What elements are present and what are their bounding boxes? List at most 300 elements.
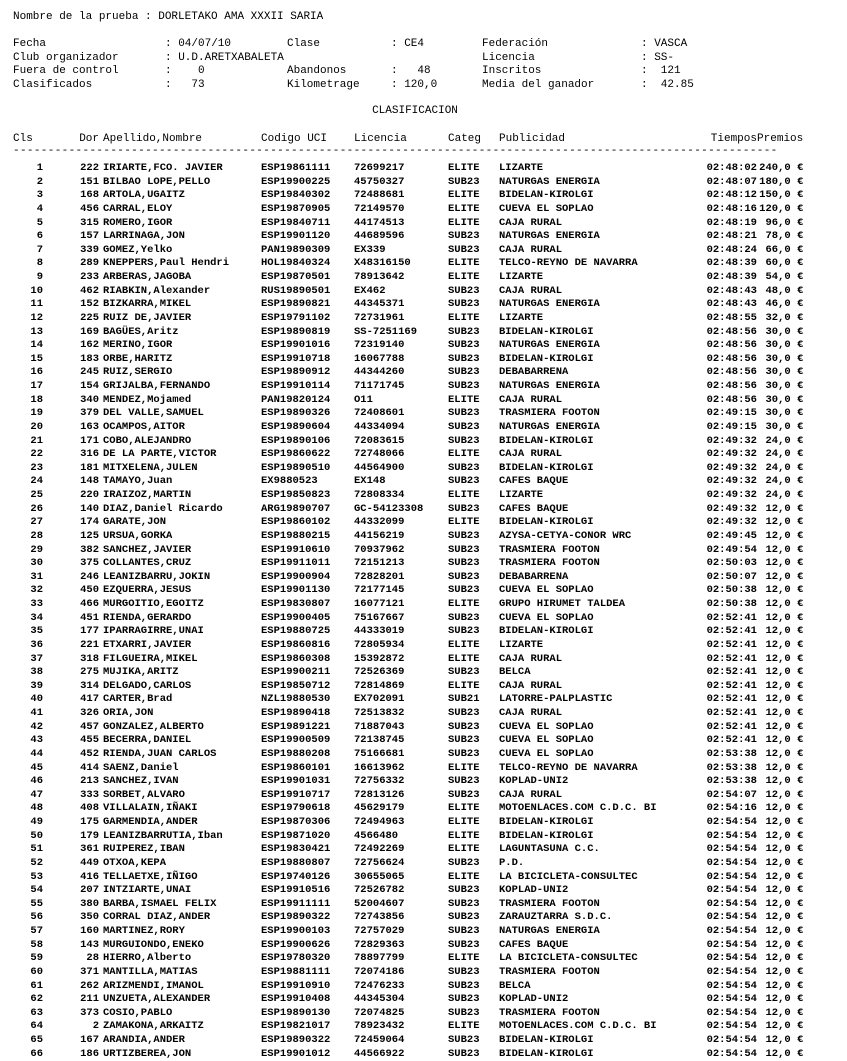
cell-dor: 186 (80, 1047, 99, 1060)
cell-publicidad: CUEVA EL SOPLAO (499, 720, 594, 733)
cell-tiempo: 02:48:12 (706, 189, 757, 202)
cell-cls: 64 (30, 1020, 43, 1033)
cell-name: MUJIKA,ARITZ (103, 666, 179, 679)
cell-dor: 174 (80, 516, 99, 529)
cell-premio: 30,0 € (765, 366, 804, 379)
meta-value: : 42.85 (641, 78, 694, 91)
col-header-tiempos: Tiempos (710, 133, 757, 145)
cell-name: LEANIZBARRU,JOKIN (103, 570, 211, 583)
cell-dor: 179 (80, 829, 99, 842)
cell-cls: 59 (30, 952, 43, 965)
table-row (13, 748, 803, 762)
table-row (13, 366, 803, 380)
cell-premio: 12,0 € (765, 502, 804, 515)
cell-premio: 150,0 € (759, 189, 804, 202)
cell-publicidad: CAFES BAQUE (499, 502, 569, 515)
cell-tiempo: 02:48:19 (706, 216, 757, 229)
cell-uci-code: ESP19911011 (261, 557, 331, 570)
table-row (13, 843, 803, 857)
cell-uci-code: ESP19830807 (261, 598, 331, 610)
cell-cls: 58 (30, 938, 43, 951)
cell-name: MANTILLA,MATIAS (103, 965, 198, 978)
cell-uci-code: ESP19910610 (261, 543, 331, 556)
cell-name: GOMEZ,Yelko (103, 243, 173, 256)
cell-premio: 12,0 € (765, 679, 804, 692)
cell-publicidad: TRASMIERA FOOTON (499, 557, 600, 570)
cell-uci-code: ESP19901120 (261, 230, 331, 243)
cell-premio: 32,0 € (765, 311, 804, 324)
cell-premio: 24,0 € (765, 475, 804, 488)
cell-cls: 3 (36, 189, 43, 202)
cell-tiempo: 02:48:56 (706, 352, 757, 365)
table-row (13, 584, 803, 598)
cell-cls: 43 (30, 734, 43, 747)
cell-categ: SUB23 (448, 979, 480, 992)
cell-dor: 452 (80, 747, 99, 760)
cell-cls: 41 (30, 707, 43, 719)
cell-dor: 143 (80, 938, 99, 951)
cell-publicidad: TELCO-REYNO DE NAVARRA (499, 257, 638, 270)
cell-premio: 12,0 € (765, 925, 804, 937)
table-row (13, 816, 803, 830)
cell-cls: 56 (30, 911, 43, 924)
cell-premio: 12,0 € (765, 816, 804, 828)
cell-categ: ELITE (448, 516, 480, 529)
cell-licencia: 16067788 (354, 352, 405, 365)
cell-premio: 30,0 € (765, 325, 804, 338)
cell-uci-code: NZL19880530 (261, 693, 331, 706)
cell-premio: 12,0 € (765, 938, 804, 951)
cell-premio: 12,0 € (765, 598, 804, 610)
cell-name: IRAIZOZ,MARTIN (103, 489, 192, 501)
cell-publicidad: NATURGAS ENERGIA (499, 230, 600, 243)
cell-uci-code: ESP19870501 (261, 271, 331, 283)
cell-categ: SUB23 (448, 502, 480, 515)
cell-cls: 27 (30, 516, 43, 529)
cell-tiempo: 02:54:54 (706, 1034, 757, 1046)
cell-dor: 162 (80, 339, 99, 352)
cell-uci-code: ESP19890912 (261, 366, 331, 379)
cell-tiempo: 02:52:41 (706, 734, 757, 747)
cell-cls: 24 (30, 475, 43, 488)
cell-dor: 416 (80, 870, 99, 883)
table-row (13, 380, 803, 394)
cell-premio: 12,0 € (765, 911, 804, 924)
cell-cls: 62 (30, 993, 43, 1006)
cell-cls: 63 (30, 1006, 43, 1019)
cell-licencia: 72408601 (354, 407, 405, 420)
cell-tiempo: 02:49:32 (706, 502, 757, 515)
cell-cls: 49 (30, 816, 43, 828)
cell-uci-code: ESP19871020 (261, 829, 331, 842)
cell-premio: 12,0 € (765, 993, 804, 1006)
cell-name: BIZKARRA,MIKEL (103, 298, 192, 311)
cell-licencia: 72083615 (354, 434, 405, 447)
table-row (13, 557, 803, 571)
cell-categ: SUB23 (448, 352, 480, 365)
cell-name: COBO,ALEJANDRO (103, 434, 192, 447)
cell-dor: 181 (80, 461, 99, 474)
cell-tiempo: 02:48:21 (706, 230, 757, 243)
cell-dor: 339 (80, 243, 99, 256)
meta-value: : CE4 (391, 38, 425, 50)
cell-tiempo: 02:50:38 (706, 584, 757, 597)
cell-categ: SUB23 (448, 1006, 480, 1019)
cell-tiempo: 02:52:41 (706, 666, 757, 679)
cell-cls: 11 (30, 298, 43, 311)
cell-cls: 20 (30, 420, 43, 433)
cell-dor: 169 (80, 325, 99, 338)
cell-premio: 48,0 € (765, 284, 804, 297)
cell-publicidad: CUEVA EL SOPLAO (499, 584, 594, 597)
cell-licencia: 72743856 (354, 911, 405, 924)
cell-tiempo: 02:54:54 (706, 952, 757, 965)
cell-licencia: 72494963 (354, 816, 405, 828)
cell-uci-code: ESP19900509 (261, 734, 331, 747)
col-header-licencia: Licencia (354, 133, 407, 145)
cell-tiempo: 02:54:54 (706, 856, 757, 869)
cell-tiempo: 02:54:54 (706, 993, 757, 1006)
col-header-name: Apellido,Nombre (103, 133, 203, 145)
cell-dor: 211 (80, 993, 99, 1006)
cell-name: BARBA,ISMAEL FELIX (103, 897, 217, 910)
cell-uci-code: ESP19910717 (261, 788, 331, 801)
cell-name: LEANIZBARRUTIA,Iban (103, 829, 223, 842)
cell-publicidad: GRUPO HIRUMET TALDEA (499, 598, 626, 610)
table-row (13, 435, 803, 449)
cell-dor: 183 (80, 352, 99, 365)
cell-uci-code: ESP19860101 (261, 761, 331, 774)
cell-publicidad: TRASMIERA FOOTON (499, 543, 600, 556)
table-row (13, 353, 803, 367)
cell-dor: 466 (80, 598, 99, 610)
cell-dor: 152 (80, 298, 99, 311)
cell-uci-code: ESP19860102 (261, 516, 331, 529)
cell-uci-code: HOL19840324 (261, 257, 331, 270)
cell-cls: 32 (30, 584, 43, 597)
cell-name: ROMERO,IGOR (103, 216, 173, 229)
cell-premio: 30,0 € (765, 352, 804, 365)
cell-dor: 373 (80, 1006, 99, 1019)
cell-premio: 78,0 € (765, 230, 804, 243)
cell-premio: 12,0 € (765, 884, 804, 897)
cell-cls: 35 (30, 625, 43, 638)
cell-licencia: 72476233 (354, 979, 405, 992)
cell-premio: 24,0 € (765, 461, 804, 474)
cell-licencia: 72731961 (354, 311, 405, 324)
cell-tiempo: 02:49:32 (706, 461, 757, 474)
cell-premio: 12,0 € (765, 734, 804, 747)
table-row (13, 802, 803, 816)
cell-premio: 120,0 € (759, 202, 804, 215)
cell-tiempo: 02:48:39 (706, 271, 757, 283)
table-row (13, 394, 803, 408)
cell-tiempo: 02:53:38 (706, 775, 757, 788)
cell-cls: 2 (36, 175, 43, 188)
cell-tiempo: 02:54:54 (706, 965, 757, 978)
meta-label: Kilometrage (287, 78, 360, 91)
cell-tiempo: 02:54:54 (706, 1006, 757, 1019)
cell-premio: 24,0 € (765, 434, 804, 447)
cell-dor: 168 (80, 189, 99, 202)
meta-label: Fuera de control (13, 65, 119, 77)
cell-publicidad: CAFES BAQUE (499, 938, 569, 951)
table-row (13, 707, 803, 721)
cell-licencia: 4566480 (354, 829, 399, 842)
cell-categ: SUB23 (448, 298, 480, 311)
meta-row (13, 79, 847, 93)
cell-publicidad: BELCA (499, 666, 531, 679)
meta-value: : U.D.ARETXABALETA (165, 51, 284, 64)
cell-tiempo: 02:54:54 (706, 925, 757, 937)
cell-tiempo: 02:48:16 (706, 202, 757, 215)
cell-publicidad: TRASMIERA FOOTON (499, 897, 600, 910)
cell-tiempo: 02:54:54 (706, 1047, 757, 1060)
col-header-cls: Cls (13, 133, 33, 145)
cell-name: URSUA,GORKA (103, 529, 173, 542)
cell-categ: SUB23 (448, 570, 480, 583)
cell-tiempo: 02:54:54 (706, 843, 757, 856)
col-header-dor: Dor (79, 133, 99, 145)
cell-dor: 449 (80, 856, 99, 869)
cell-uci-code: ESP19861111 (261, 162, 331, 174)
cell-premio: 12,0 € (765, 856, 804, 869)
cell-premio: 12,0 € (765, 557, 804, 570)
cell-name: COSIO,PABLO (103, 1006, 173, 1019)
cell-licencia: 44345371 (354, 298, 405, 311)
col-header-premios: Premios (757, 133, 804, 145)
meta-value: : 04/07/10 (165, 38, 232, 50)
cell-dor: 177 (80, 625, 99, 638)
cell-publicidad: MOTOENLACES.COM C.D.C. BI (499, 802, 657, 815)
cell-cls: 33 (30, 598, 43, 610)
cell-name: CARRAL,ELOY (103, 202, 173, 215)
cell-name: GARMENDIA,ANDER (103, 816, 198, 828)
cell-categ: SUB23 (448, 993, 480, 1006)
cell-categ: SUB23 (448, 1047, 480, 1060)
cell-publicidad: LIZARTE (499, 271, 544, 283)
cell-cls: 23 (30, 461, 43, 474)
cell-name: ARTOLA,UGAITZ (103, 189, 185, 202)
meta-label: Licencia (482, 51, 535, 64)
cell-name: MURGUIONDO,ENEKO (103, 938, 204, 951)
cell-categ: SUB23 (448, 475, 480, 488)
cell-categ: SUB23 (448, 175, 480, 188)
cell-categ: ELITE (448, 598, 480, 610)
meta-row (13, 65, 847, 79)
cell-publicidad: LIZARTE (499, 638, 544, 651)
cell-categ: SUB23 (448, 461, 480, 474)
cell-dor: 167 (80, 1034, 99, 1046)
table-row (13, 203, 803, 217)
cell-publicidad: TRASMIERA FOOTON (499, 407, 600, 420)
race-title-line: Nombre de la prueba : DORLETAKO AMA XXXII SARIA (13, 11, 324, 23)
cell-dor: 225 (80, 311, 99, 324)
cell-premio: 12,0 € (765, 611, 804, 624)
cell-dor: 326 (80, 707, 99, 719)
cell-cls: 14 (30, 339, 43, 352)
meta-value (391, 52, 482, 66)
cell-uci-code: ESP19900405 (261, 611, 331, 624)
cell-categ: ELITE (448, 802, 480, 815)
cell-cls: 40 (30, 693, 43, 706)
table-row (13, 326, 803, 340)
cell-licencia: 72488681 (354, 189, 405, 202)
cell-licencia: 44564900 (354, 461, 405, 474)
cell-categ: SUB23 (448, 788, 480, 801)
cell-categ: SUB23 (448, 938, 480, 951)
meta-value: : VASCA (641, 38, 688, 50)
table-row (13, 911, 803, 925)
cell-categ: SUB23 (448, 380, 480, 392)
cell-name: UNZUETA,ALEXANDER (103, 993, 211, 1006)
cell-publicidad: LATORRE-PALPLASTIC (499, 693, 613, 706)
cell-tiempo: 02:49:15 (706, 407, 757, 420)
cell-dor: 382 (80, 543, 99, 556)
cell-uci-code: ESP19890819 (261, 325, 331, 338)
cell-dor: 457 (80, 720, 99, 733)
cell-cls: 34 (30, 611, 43, 624)
table-row (13, 789, 803, 803)
cell-categ: SUB23 (448, 720, 480, 733)
table-row (13, 257, 803, 271)
cell-categ: SUB23 (448, 747, 480, 760)
table-row (13, 230, 803, 244)
col-header-publicidad: Publicidad (499, 133, 566, 145)
cell-premio: 12,0 € (765, 747, 804, 760)
cell-categ: ELITE (448, 448, 480, 461)
results-table (13, 132, 803, 1061)
cell-name: RUIZ DE,JAVIER (103, 311, 192, 324)
cell-tiempo: 02:54:54 (706, 897, 757, 910)
cell-licencia: 72814869 (354, 679, 405, 692)
table-row (13, 176, 803, 190)
cell-categ: SUB23 (448, 666, 480, 679)
cell-cls: 36 (30, 638, 43, 651)
cell-licencia: EX702091 (354, 693, 405, 706)
cell-premio: 24,0 € (765, 448, 804, 461)
cell-categ: ELITE (448, 271, 480, 283)
cell-name: MURGOITIO,EGOITZ (103, 598, 204, 610)
cell-publicidad: BIDELAN-KIROLGI (499, 325, 594, 338)
cell-premio: 96,0 € (765, 216, 804, 229)
cell-categ: SUB23 (448, 775, 480, 788)
cell-publicidad: CAJA RURAL (499, 393, 563, 406)
cell-premio: 12,0 € (765, 965, 804, 978)
cell-premio: 60,0 € (765, 257, 804, 270)
table-row (13, 898, 803, 912)
cell-dor: 221 (80, 638, 99, 651)
cell-licencia: 78923432 (354, 1020, 405, 1033)
table-row (13, 762, 803, 776)
cell-publicidad: BIDELAN-KIROLGI (499, 189, 594, 202)
cell-tiempo: 02:54:16 (706, 802, 757, 815)
cell-premio: 12,0 € (765, 652, 804, 665)
cell-licencia: 44332099 (354, 516, 405, 529)
cell-cls: 46 (30, 775, 43, 788)
cell-licencia: 72748066 (354, 448, 405, 461)
cell-licencia: 75167667 (354, 611, 405, 624)
race-label: Nombre de la prueba (13, 11, 139, 23)
cell-name: TAMAYO,Juan (103, 475, 173, 488)
cell-publicidad: NATURGAS ENERGIA (499, 298, 600, 311)
cell-dor: 340 (80, 393, 99, 406)
cell-publicidad: BIDELAN-KIROLGI (499, 352, 594, 365)
cell-uci-code: ESP19911111 (261, 897, 331, 910)
cell-tiempo: 02:52:41 (706, 611, 757, 624)
cell-premio: 12,0 € (765, 979, 804, 992)
cell-tiempo: 02:48:43 (706, 284, 757, 297)
cell-cls: 19 (30, 407, 43, 420)
cell-categ: ELITE (448, 162, 480, 174)
cell-name: LARRINAGA,JON (103, 230, 185, 243)
cell-cls: 21 (30, 434, 43, 447)
cell-categ: SUB23 (448, 325, 480, 338)
cell-cls: 61 (30, 979, 43, 992)
cell-name: ETXARRI,JAVIER (103, 638, 192, 651)
cell-licencia: 16077121 (354, 598, 405, 610)
cell-premio: 54,0 € (765, 271, 804, 283)
cell-uci-code: ESP19890418 (261, 707, 331, 719)
cell-cls: 48 (30, 802, 43, 815)
cell-premio: 12,0 € (765, 720, 804, 733)
cell-publicidad: BIDELAN-KIROLGI (499, 625, 594, 638)
cell-dor: 350 (80, 911, 99, 924)
table-row (13, 217, 803, 231)
cell-dor: 163 (80, 420, 99, 433)
cell-dor: 462 (80, 284, 99, 297)
meta-value: : SS- (641, 51, 675, 64)
cell-dor: 380 (80, 897, 99, 910)
cell-publicidad: BIDELAN-KIROLGI (499, 461, 594, 474)
cell-categ: SUB23 (448, 707, 480, 719)
cell-cls: 1 (36, 162, 43, 174)
cell-publicidad: KOPLAD-UNI2 (499, 775, 569, 788)
cell-cls: 60 (30, 965, 43, 978)
cell-name: ARIZMENDI,IMANOL (103, 979, 204, 992)
cell-cls: 42 (30, 720, 43, 733)
cell-categ: SUB23 (448, 434, 480, 447)
cell-publicidad: CUEVA EL SOPLAO (499, 202, 594, 215)
cell-dor: 154 (80, 380, 99, 392)
cell-tiempo: 02:54:54 (706, 911, 757, 924)
cell-publicidad: NATURGAS ENERGIA (499, 175, 600, 188)
cell-name: KNEPPERS,Paul Hendri (103, 257, 230, 270)
cell-licencia: 45629179 (354, 802, 405, 815)
cell-cls: 51 (30, 843, 43, 856)
cell-uci-code: RUS19890501 (261, 284, 331, 297)
cell-name: RUIZ,SERGIO (103, 366, 173, 379)
cell-name: FILGUEIRA,MIKEL (103, 652, 198, 665)
cell-licencia: 72149570 (354, 202, 405, 215)
cell-categ: SUB23 (448, 925, 480, 937)
cell-categ: ELITE (448, 761, 480, 774)
table-row (13, 925, 803, 939)
meta-value: : 120,0 (391, 78, 438, 91)
cell-licencia: 72757029 (354, 925, 405, 937)
cell-name: MERINO,IGOR (103, 339, 173, 352)
cell-tiempo: 02:49:32 (706, 448, 757, 461)
cell-tiempo: 02:52:41 (706, 693, 757, 706)
cell-categ: SUB23 (448, 965, 480, 978)
cell-publicidad: BIDELAN-KIROLGI (499, 829, 594, 842)
cell-tiempo: 02:48:56 (706, 380, 757, 392)
cell-dor: 289 (80, 257, 99, 270)
cell-categ: ELITE (448, 843, 480, 856)
cell-licencia: EX462 (354, 284, 386, 297)
cell-dor: 125 (80, 529, 99, 542)
cell-licencia: 70937962 (354, 543, 405, 556)
